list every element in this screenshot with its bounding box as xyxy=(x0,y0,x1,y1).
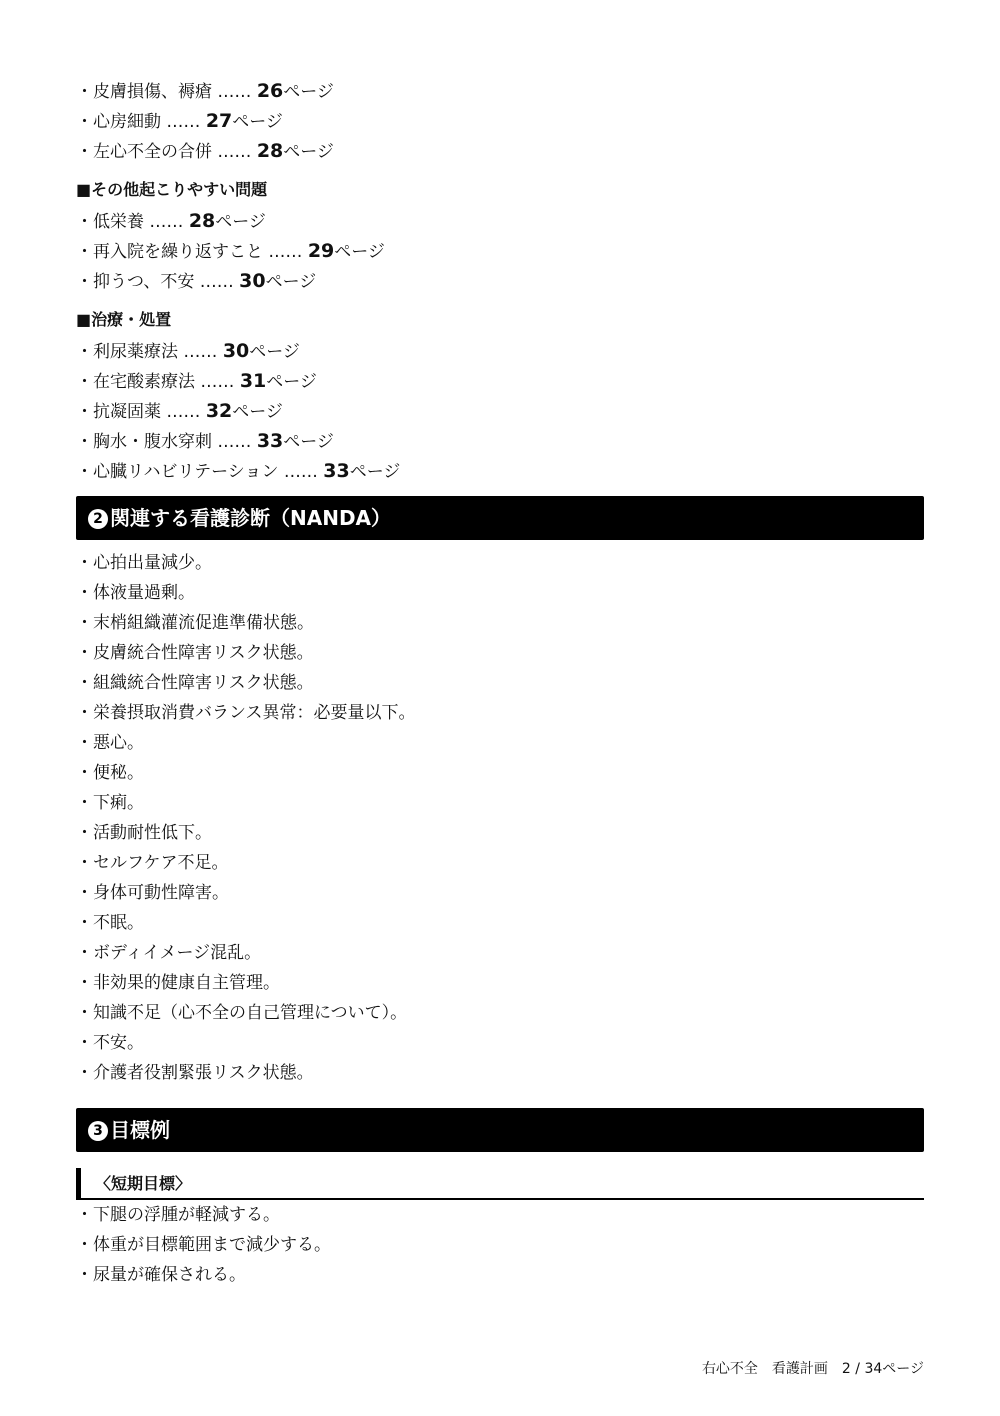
list-item: ・セルフケア不足。 xyxy=(76,853,229,873)
toc-item-label: ・抗凝固薬 …… xyxy=(76,402,201,422)
toc-item-page: 28 xyxy=(256,140,284,162)
toc-item-suffix: ページ xyxy=(249,342,300,362)
list-item: ・不眠。 xyxy=(76,913,144,933)
toc-item-label: ・在宅酸素療法 …… xyxy=(76,372,235,392)
list-item: ・ボディイメージ混乱。 xyxy=(76,943,262,963)
list-item: ・活動耐性低下。 xyxy=(76,823,212,843)
toc-item xyxy=(76,396,924,426)
toc-item-label: ・利尿薬療法 …… xyxy=(76,342,218,362)
toc-item-page: 30 xyxy=(222,340,250,362)
list-item: ・知識不足（心不全の自己管理について）。 xyxy=(76,1003,408,1023)
toc-item xyxy=(76,456,924,486)
toc-item-suffix: ページ xyxy=(334,242,385,262)
toc-item-label: ・皮膚損傷、褥瘡 …… xyxy=(76,82,252,102)
section-3-title: 目標例 xyxy=(110,1118,170,1142)
toc-continued-list xyxy=(76,76,924,166)
nursing-diagnosis-list xyxy=(76,548,924,1088)
toc-item-page: 26 xyxy=(256,80,284,102)
toc-item-suffix: ページ xyxy=(232,402,283,422)
toc-item-suffix: ページ xyxy=(265,272,317,292)
list-item: ・便秘。 xyxy=(76,763,144,783)
toc-item-suffix: ページ xyxy=(283,82,334,102)
toc-item-page: 27 xyxy=(205,110,233,132)
toc-item xyxy=(76,236,924,266)
page-content xyxy=(76,76,924,1290)
section-2-header xyxy=(76,496,924,540)
treatment-list xyxy=(76,336,924,486)
toc-item-label: ・低栄養 …… xyxy=(76,212,184,232)
section-number-badge: 3 xyxy=(88,1121,108,1141)
toc-item-suffix: ページ xyxy=(266,372,317,392)
list-item: ・不安。 xyxy=(76,1033,144,1053)
toc-item-label: ・抑うつ、不安 …… xyxy=(76,272,234,292)
toc-item-label: ・心臓リハビリテーション …… xyxy=(76,462,318,482)
toc-item-suffix: ページ xyxy=(215,212,266,232)
toc-item xyxy=(76,336,924,366)
toc-item-page: 28 xyxy=(188,210,216,232)
list-item: ・身体可動性障害。 xyxy=(76,883,229,903)
section-3-header xyxy=(76,1108,924,1152)
list-item: ・下痢。 xyxy=(76,793,144,813)
toc-item-label: ・左心不全の合併 …… xyxy=(76,142,252,162)
toc-item xyxy=(76,426,924,456)
list-item: ・栄養摂取消費バランス異常：必要量以下。 xyxy=(76,703,416,723)
toc-item-suffix: ページ xyxy=(349,462,401,482)
toc-item-page: 30 xyxy=(239,270,266,292)
list-item: ・皮膚統合性障害リスク状態。 xyxy=(76,643,314,663)
list-item: ・尿量が確保される。 xyxy=(76,1265,246,1285)
section-number-badge: 2 xyxy=(88,509,108,529)
list-item: ・体重が目標範囲まで減少する。 xyxy=(76,1235,331,1255)
toc-item-suffix: ページ xyxy=(232,112,283,132)
short-term-goals-heading: 〈短期目標〉 xyxy=(76,1168,924,1200)
toc-item-label: ・胸水・腹水穿刺 …… xyxy=(76,432,252,452)
toc-item xyxy=(76,76,924,106)
short-term-goals-list xyxy=(76,1200,924,1290)
other-problems-list xyxy=(76,206,924,296)
other-problems-heading: ■その他起こりやすい問題 xyxy=(76,180,268,199)
toc-item xyxy=(76,366,924,396)
toc-item-label: ・心房細動 …… xyxy=(76,112,201,132)
list-item: ・組織統合性障害リスク状態。 xyxy=(76,673,314,693)
toc-item xyxy=(76,206,924,236)
toc-item-page: 31 xyxy=(239,370,267,392)
toc-item xyxy=(76,136,924,166)
list-item: ・非効果的健康自主管理。 xyxy=(76,973,280,993)
section-2-title: 関連する看護診断（NANDA） xyxy=(110,506,392,530)
toc-item-suffix: ページ xyxy=(283,142,334,162)
toc-item-page: 33 xyxy=(323,460,350,482)
toc-item xyxy=(76,106,924,136)
toc-item-page: 29 xyxy=(307,240,335,262)
list-item: ・心拍出量減少。 xyxy=(76,553,212,573)
list-item: ・末梢組織灌流促進準備状態。 xyxy=(76,613,314,633)
list-item: ・体液量過剰。 xyxy=(76,583,195,603)
page-footer: 右心不全 看護計画 2 / 34ページ xyxy=(701,1361,924,1377)
toc-item xyxy=(76,266,924,296)
list-item: ・介護者役割緊張リスク状態。 xyxy=(76,1063,314,1083)
treatment-heading: ■治療・処置 xyxy=(76,310,172,329)
toc-item-page: 33 xyxy=(256,430,284,452)
toc-item-label: ・再入院を繰り返すこと …… xyxy=(76,242,303,262)
list-item: ・下腿の浮腫が軽減する。 xyxy=(76,1205,280,1225)
toc-item-page: 32 xyxy=(205,400,233,422)
toc-item-suffix: ページ xyxy=(283,432,334,452)
list-item: ・悪心。 xyxy=(76,733,144,753)
